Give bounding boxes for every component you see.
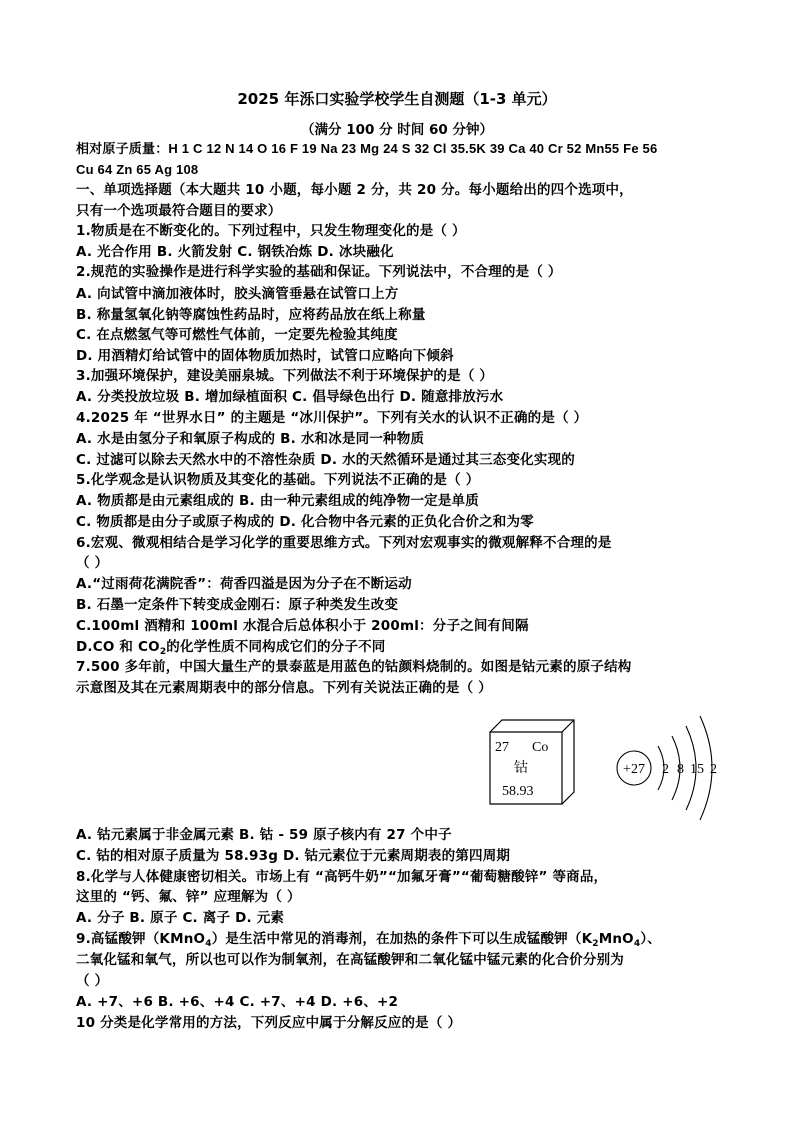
q8-stem-2: 这里的 “钙、氟、锌” 应理解为（ ） [76,889,301,905]
q7-options-ab: A. 钴元素属于非金属元素 B. 钴 - 59 原子核内有 27 个中子 [76,827,452,843]
q4-options-cd: C. 过滤可以除去天然水中的不溶性杂质 D. 水的天然循环是通过其三态变化实现的 [76,452,575,468]
q2-option-b: B. 称量氢氧化钠等腐蚀性药品时，应将药品放在纸上称量 [76,307,426,323]
periodic-table-cell [488,718,578,812]
q6-d-pre: D.CO 和 CO [76,639,160,655]
q9-s4: ）、 [640,931,661,947]
shell-electrons-3: 15 [690,762,704,777]
q4-options-ab: A. 水是由氢分子和氧原子构成的 B. 水和冰是同一种物质 [76,431,425,447]
page-subtitle: （满分 100 分 时间 60 分钟） [301,122,493,138]
q2-option-d: D. 用酒精灯给试管中的固体物质加热时，试管口应略向下倾斜 [76,348,454,364]
q2-option-a: A. 向试管中滴加液体时，胶头滴管垂悬在试管口上方 [76,286,399,302]
q10-stem: 10 分类是化学常用的方法，下列反应中属于分解反应的是（ ） [76,1015,462,1031]
q9-s3-subscript: 4 [633,939,641,949]
atom-structure-svg [612,712,732,822]
shell-electrons-4: 2 [710,762,717,777]
q5-options-cd: C. 物质都是由分子或原子构成的 D. 化合物中各元素的正负化合价之和为零 [76,514,534,530]
section-heading-line-1: 一、单项选择题（本大题共 10 小题，每小题 2 分，共 20 分。每小题给出的四个选项中， [76,182,633,198]
q7-stem-1: 7.500 多年前，中国大量生产的景泰蓝是用蓝色的钴颜料烧制的。如图是钴元素的原子结构 [76,659,632,675]
q9-stem-2: 二氧化锰和氧气，所以也可以作为制氧剂，在高锰酸钾和二氧化锰中锰元素的化合价分别为 [76,952,624,968]
shell-electrons-1: 2 [662,762,669,777]
q6-paren: （ ） [76,555,109,571]
q6-option-c: C.100ml 酒精和 100ml 水混合后总体积小于 200ml：分子之间有间隔 [76,618,529,634]
q3-stem: 3.加强环境保护，建设美丽泉城。下列做法不利于环境保护的是（ ） [76,368,494,384]
shell-electrons-2: 8 [677,762,684,777]
q6-stem: 6.宏观、微观相结合是学习化学的重要思维方式。下列对宏观事实的微观解释不合理的是 [76,535,612,551]
periodic-cell-svg [488,718,578,808]
q9-paren: （ ） [76,973,109,989]
element-symbol: Co [532,740,549,755]
q6-d-post: 的化学性质不同构成它们的分子不同 [166,639,386,655]
page-title: 2025 年泺口实验学校学生自测题（1-3 单元） [237,90,557,108]
q9-options: A. +7、+6 B. +6、+4 C. +7、+4 D. +6、+2 [76,994,399,1010]
q5-options-ab: A. 物质都是由元素组成的 B. 由一种元素组成的纯净物一定是单质 [76,493,479,509]
q9-s1: 9.高锰酸钾（KMnO [76,931,206,947]
q6-option-a: A.“过雨荷花满院香”：荷香四溢是因为分子在不断运动 [76,576,412,592]
q7-stem-2: 示意图及其在元素周期表中的部分信息。下列有关说法正确的是（ ） [76,680,492,696]
q6-option-b: B. 石墨一定条件下转变成金刚石：原子种类发生改变 [76,597,399,613]
section-heading-line-2: 只有一个选项最符合题目的要求） [76,203,282,219]
q1-options: A. 光合作用 B. 火箭发射 C. 钢铁冶炼 D. 冰块融化 [76,244,394,260]
q9-s1-subscript: 4 [205,939,212,949]
q6-d-subscript: 2 [159,647,167,657]
element-number: 27 [495,740,509,755]
atomic-mass-line-2: Cu 64 Zn 65 Ag 108 [76,162,199,177]
q8-stem-1: 8.化学与人体健康密切相关。市场上有 “高钙牛奶”“加氟牙膏”“葡萄糖酸锌” 等商品， [76,869,608,885]
element-name: 钴 [514,761,528,776]
nucleus-charge: +27 [623,762,645,777]
q5-stem: 5.化学观念是认识物质及其变化的基础。下列说法不正确的是（ ） [76,472,480,488]
atomic-mass-line-1: 相对原子质量：H 1 C 12 N 14 O 16 F 19 Na 23 Mg 24 S 32 Cl 35.5K 39 Ca 40 Cr 52 Mn55 Fe 56 [76,141,658,156]
q4-stem: 4.2025 年 “世界水日” 的主题是 “冰川保护”。下列有关水的认识不正确的是（ ） [76,410,588,426]
q8-options: A. 分子 B. 原子 C. 离子 D. 元素 [76,910,285,926]
q9-s3: MnO [598,931,634,947]
q9-s2: ）是生活中常见的消毒剂，在加热的条件下可以生成锰酸钾（K [211,931,593,947]
q7-options-cd: C. 钴的相对原子质量为 58.93g D. 钴元素位于元素周期表的第四周期 [76,848,511,864]
q2-option-c: C. 在点燃氢气等可燃性气体前，一定要先检验其纯度 [76,327,398,343]
q2-stem: 2.规范的实验操作是进行科学实验的基础和保证。下列说法中，不合理的是（ ） [76,264,562,280]
q1-stem: 1.物质是在不断变化的。下列过程中，只发生物理变化的是（ ） [76,223,466,239]
q3-options: A. 分类投放垃圾 B. 增加绿植面积 C. 倡导绿色出行 D. 随意排放污水 [76,389,504,405]
q9-s2-subscript: 2 [592,939,599,949]
element-mass: 58.93 [502,784,534,799]
atom-structure-diagram [612,712,732,826]
